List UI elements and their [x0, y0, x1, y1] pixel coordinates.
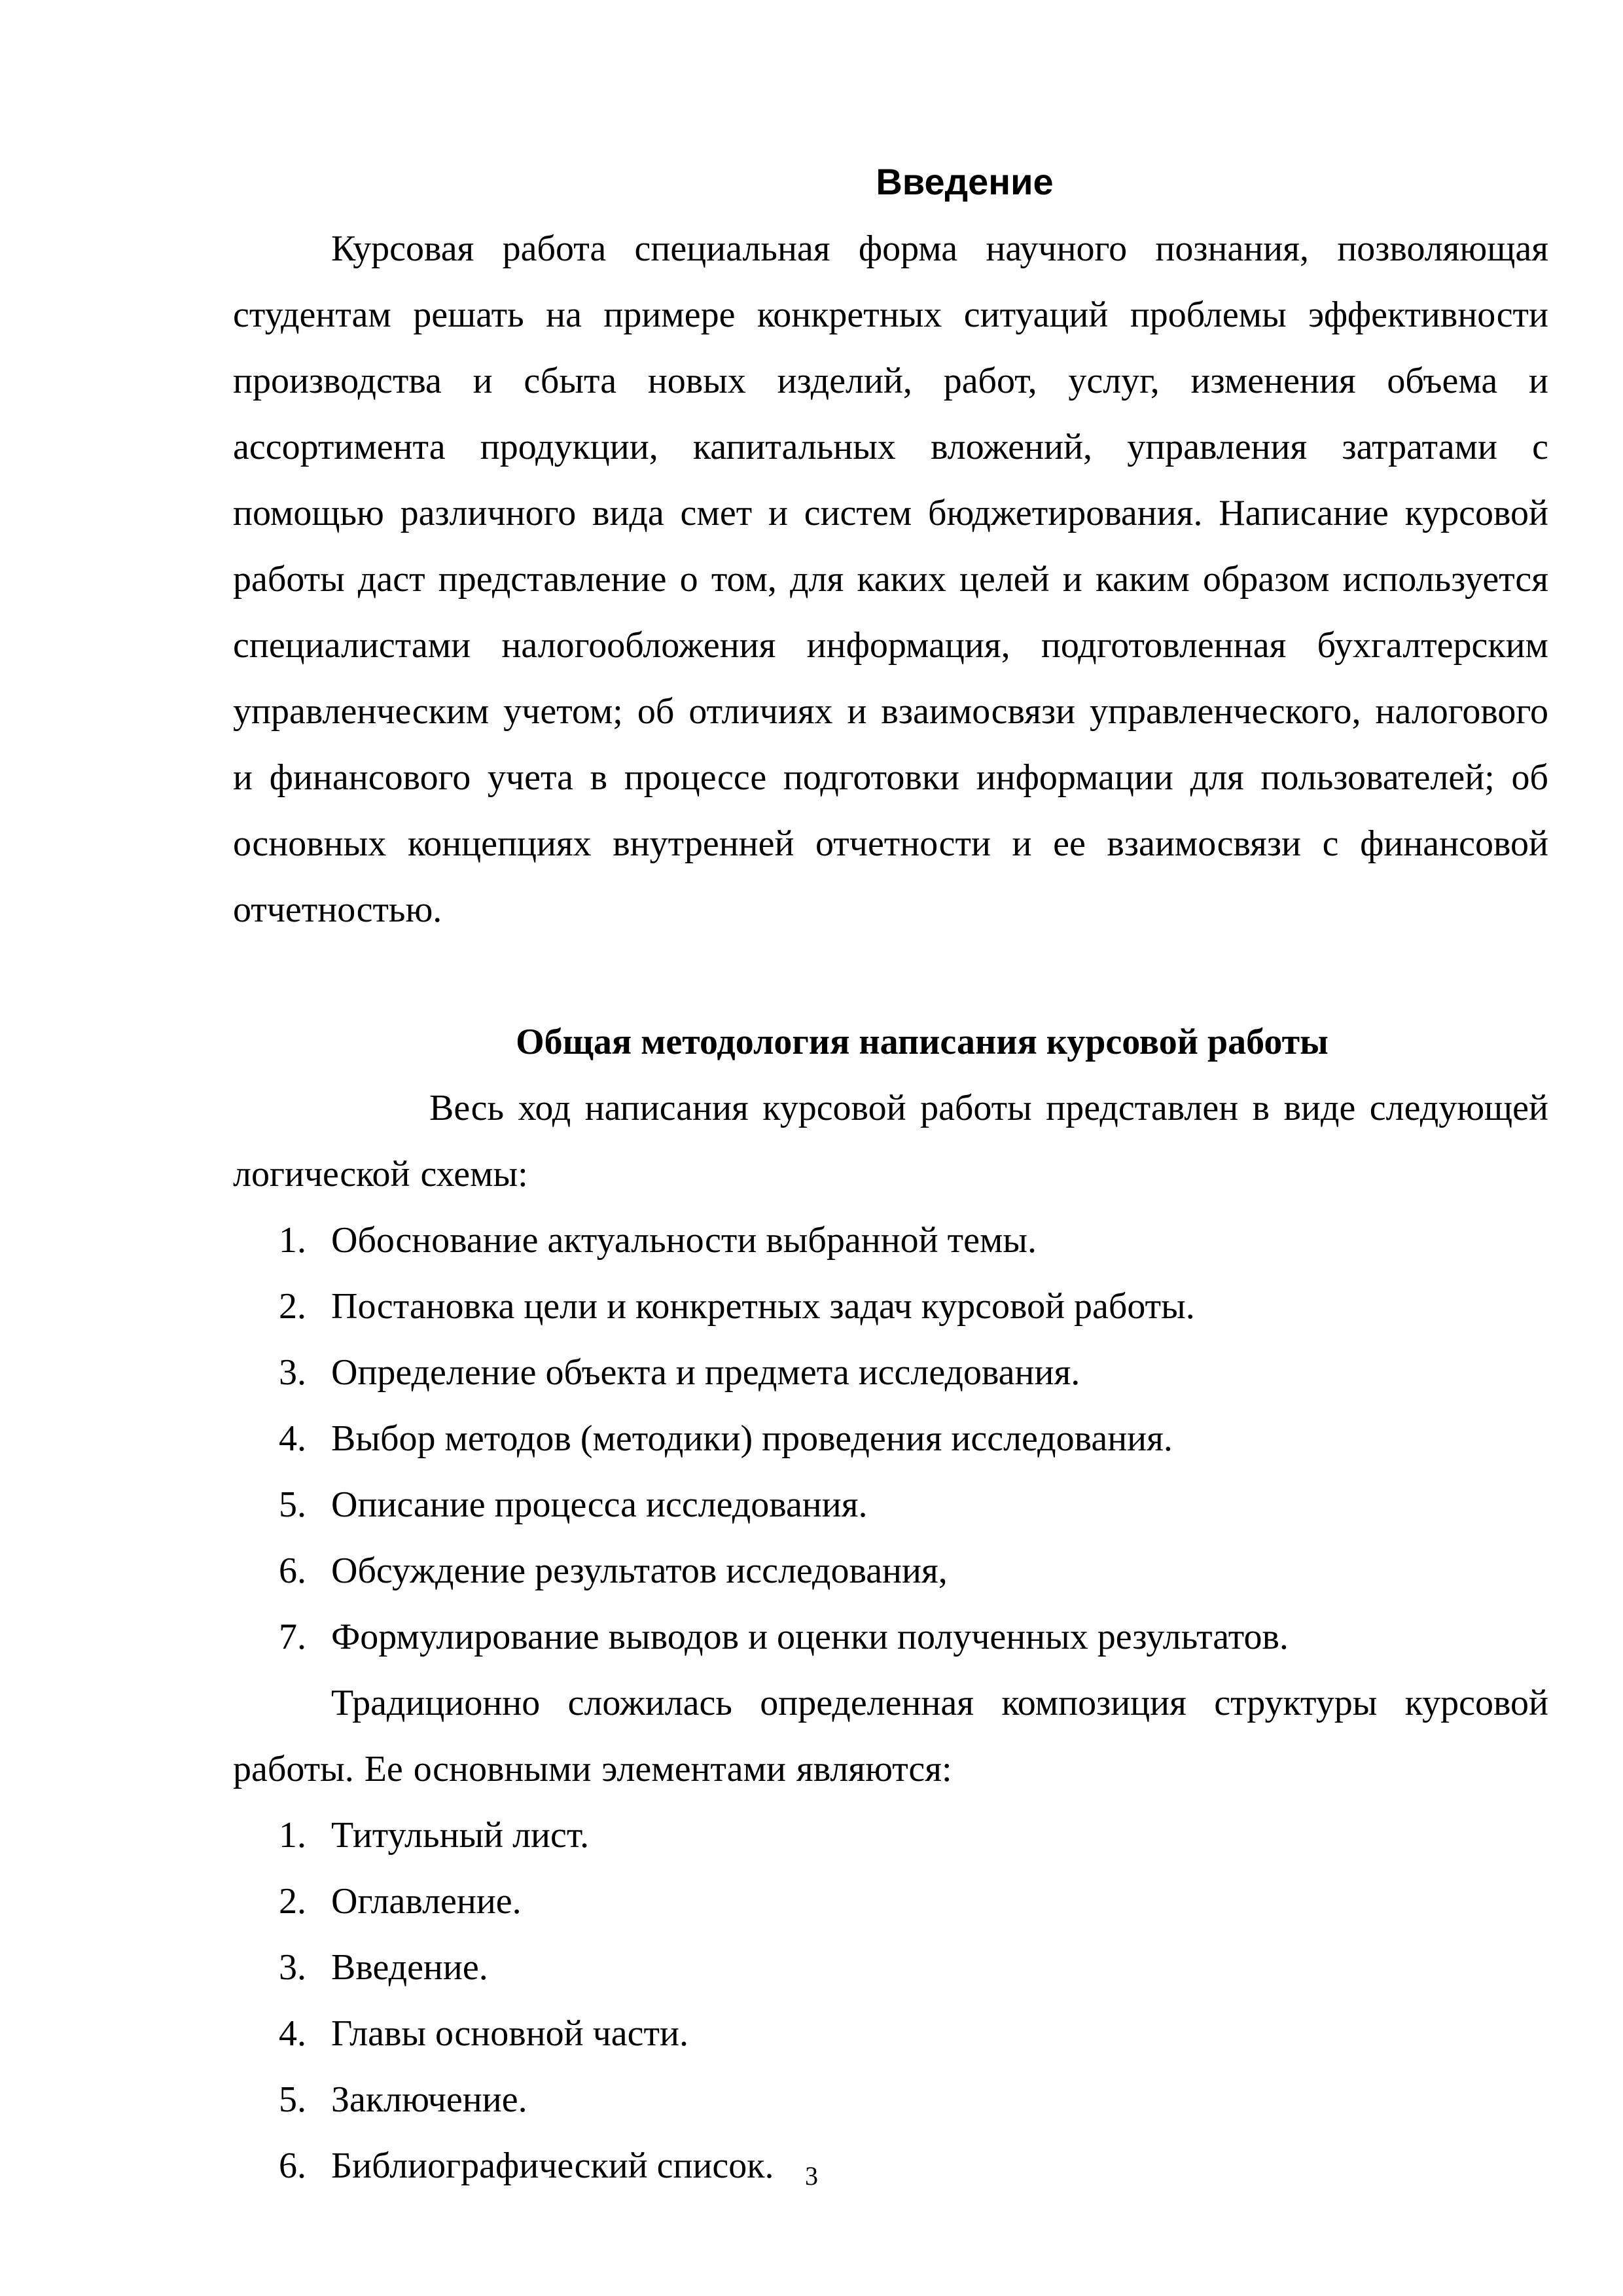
list-item-number: 5. — [279, 1484, 306, 1525]
list-item — [233, 1538, 1548, 1604]
list-item-number: 2. — [279, 1881, 306, 1922]
steps-list — [233, 1208, 1548, 1670]
list-item-text: Обсуждение результатов исследования, — [331, 1551, 948, 1591]
list-item-number: 4. — [279, 1418, 306, 1459]
list-item — [233, 1274, 1548, 1340]
elements-list — [233, 1803, 1548, 2199]
list-item — [233, 2067, 1548, 2133]
page-content — [233, 148, 1548, 2199]
list-item-text: Оглавление. — [331, 1881, 522, 1922]
list-item-number: 5. — [279, 2079, 306, 2120]
list-item-text: Заключение. — [331, 2079, 527, 2120]
list-item-text: Выбор методов (методики) проведения исследования. — [331, 1418, 1173, 1459]
list-item-number: 4. — [279, 2013, 306, 2054]
section-gap — [233, 943, 1548, 1009]
list-item — [233, 1869, 1548, 1935]
list-item-text: Титульный лист. — [331, 1815, 590, 1856]
list-item-number: 3. — [279, 1947, 306, 1988]
list-item-text: Определение объекта и предмета исследования. — [331, 1352, 1080, 1393]
list-item-number: 2. — [279, 1286, 306, 1327]
list-item-number: 1. — [279, 1815, 306, 1856]
list-item-number: 6. — [279, 1551, 306, 1591]
list-item-number: 3. — [279, 1352, 306, 1393]
list-item-text: Введение. — [331, 1947, 488, 1988]
intro-paragraph: Курсовая работа специальная форма научного познания, позволяющая студентам решать на примере конкретных ситуаций проблемы эффективности производства и сбыта новых изделий, работ, услуг, изменения объема и ассортимента продукции, капитальных вложений, управления затратами с помощью различного вида смет и систем бюджетирования. Написание курсовой работы даст представление о том, для каких целей и каким образом используется специалистами налогообложения информация, подготовленная бухгалтерским управленческим учетом; об отличиях и взаимосвязи управленческого, налогового и финансового учета в процессе подготовки информации для пользователей; об основных концепциях внутренней отчетности и ее взаимосвязи с финансовой отчетностью. — [233, 228, 1548, 930]
methodology-heading: Общая методология написания курсовой работы — [516, 1022, 1329, 1062]
methodology-lead: Весь ход написания курсовой работы представлен в виде следующей логической схемы: — [233, 1088, 1548, 1194]
list-item-text: Главы основной части. — [331, 2013, 688, 2054]
list-item — [233, 1604, 1548, 1670]
list-item-number: 6. — [279, 2145, 306, 2186]
list-item — [233, 1935, 1548, 2001]
list-item — [233, 2001, 1548, 2067]
list-item — [233, 1803, 1548, 1869]
list-item-text: Постановка цели и конкретных задач курсовой работы. — [331, 1286, 1195, 1327]
structure-lead: Традиционно сложилась определенная композиция структуры курсовой работы. Ее основными элементами являются: — [233, 1683, 1548, 1789]
list-item-number: 1. — [279, 1220, 306, 1261]
page-number: 3 — [805, 2161, 818, 2191]
list-item-number: 7. — [279, 1617, 306, 1657]
list-item-text: Описание процесса исследования. — [331, 1484, 868, 1525]
list-item — [233, 1208, 1548, 1274]
list-item-text: Формулирование выводов и оценки полученных результатов. — [331, 1617, 1289, 1657]
intro-heading: Введение — [876, 161, 1054, 202]
list-item-text: Библиографический список. — [331, 2145, 774, 2186]
list-item — [233, 1340, 1548, 1406]
list-item — [233, 1406, 1548, 1472]
list-item — [233, 1472, 1548, 1538]
list-item-text: Обоснование актуальности выбранной темы. — [331, 1220, 1037, 1261]
